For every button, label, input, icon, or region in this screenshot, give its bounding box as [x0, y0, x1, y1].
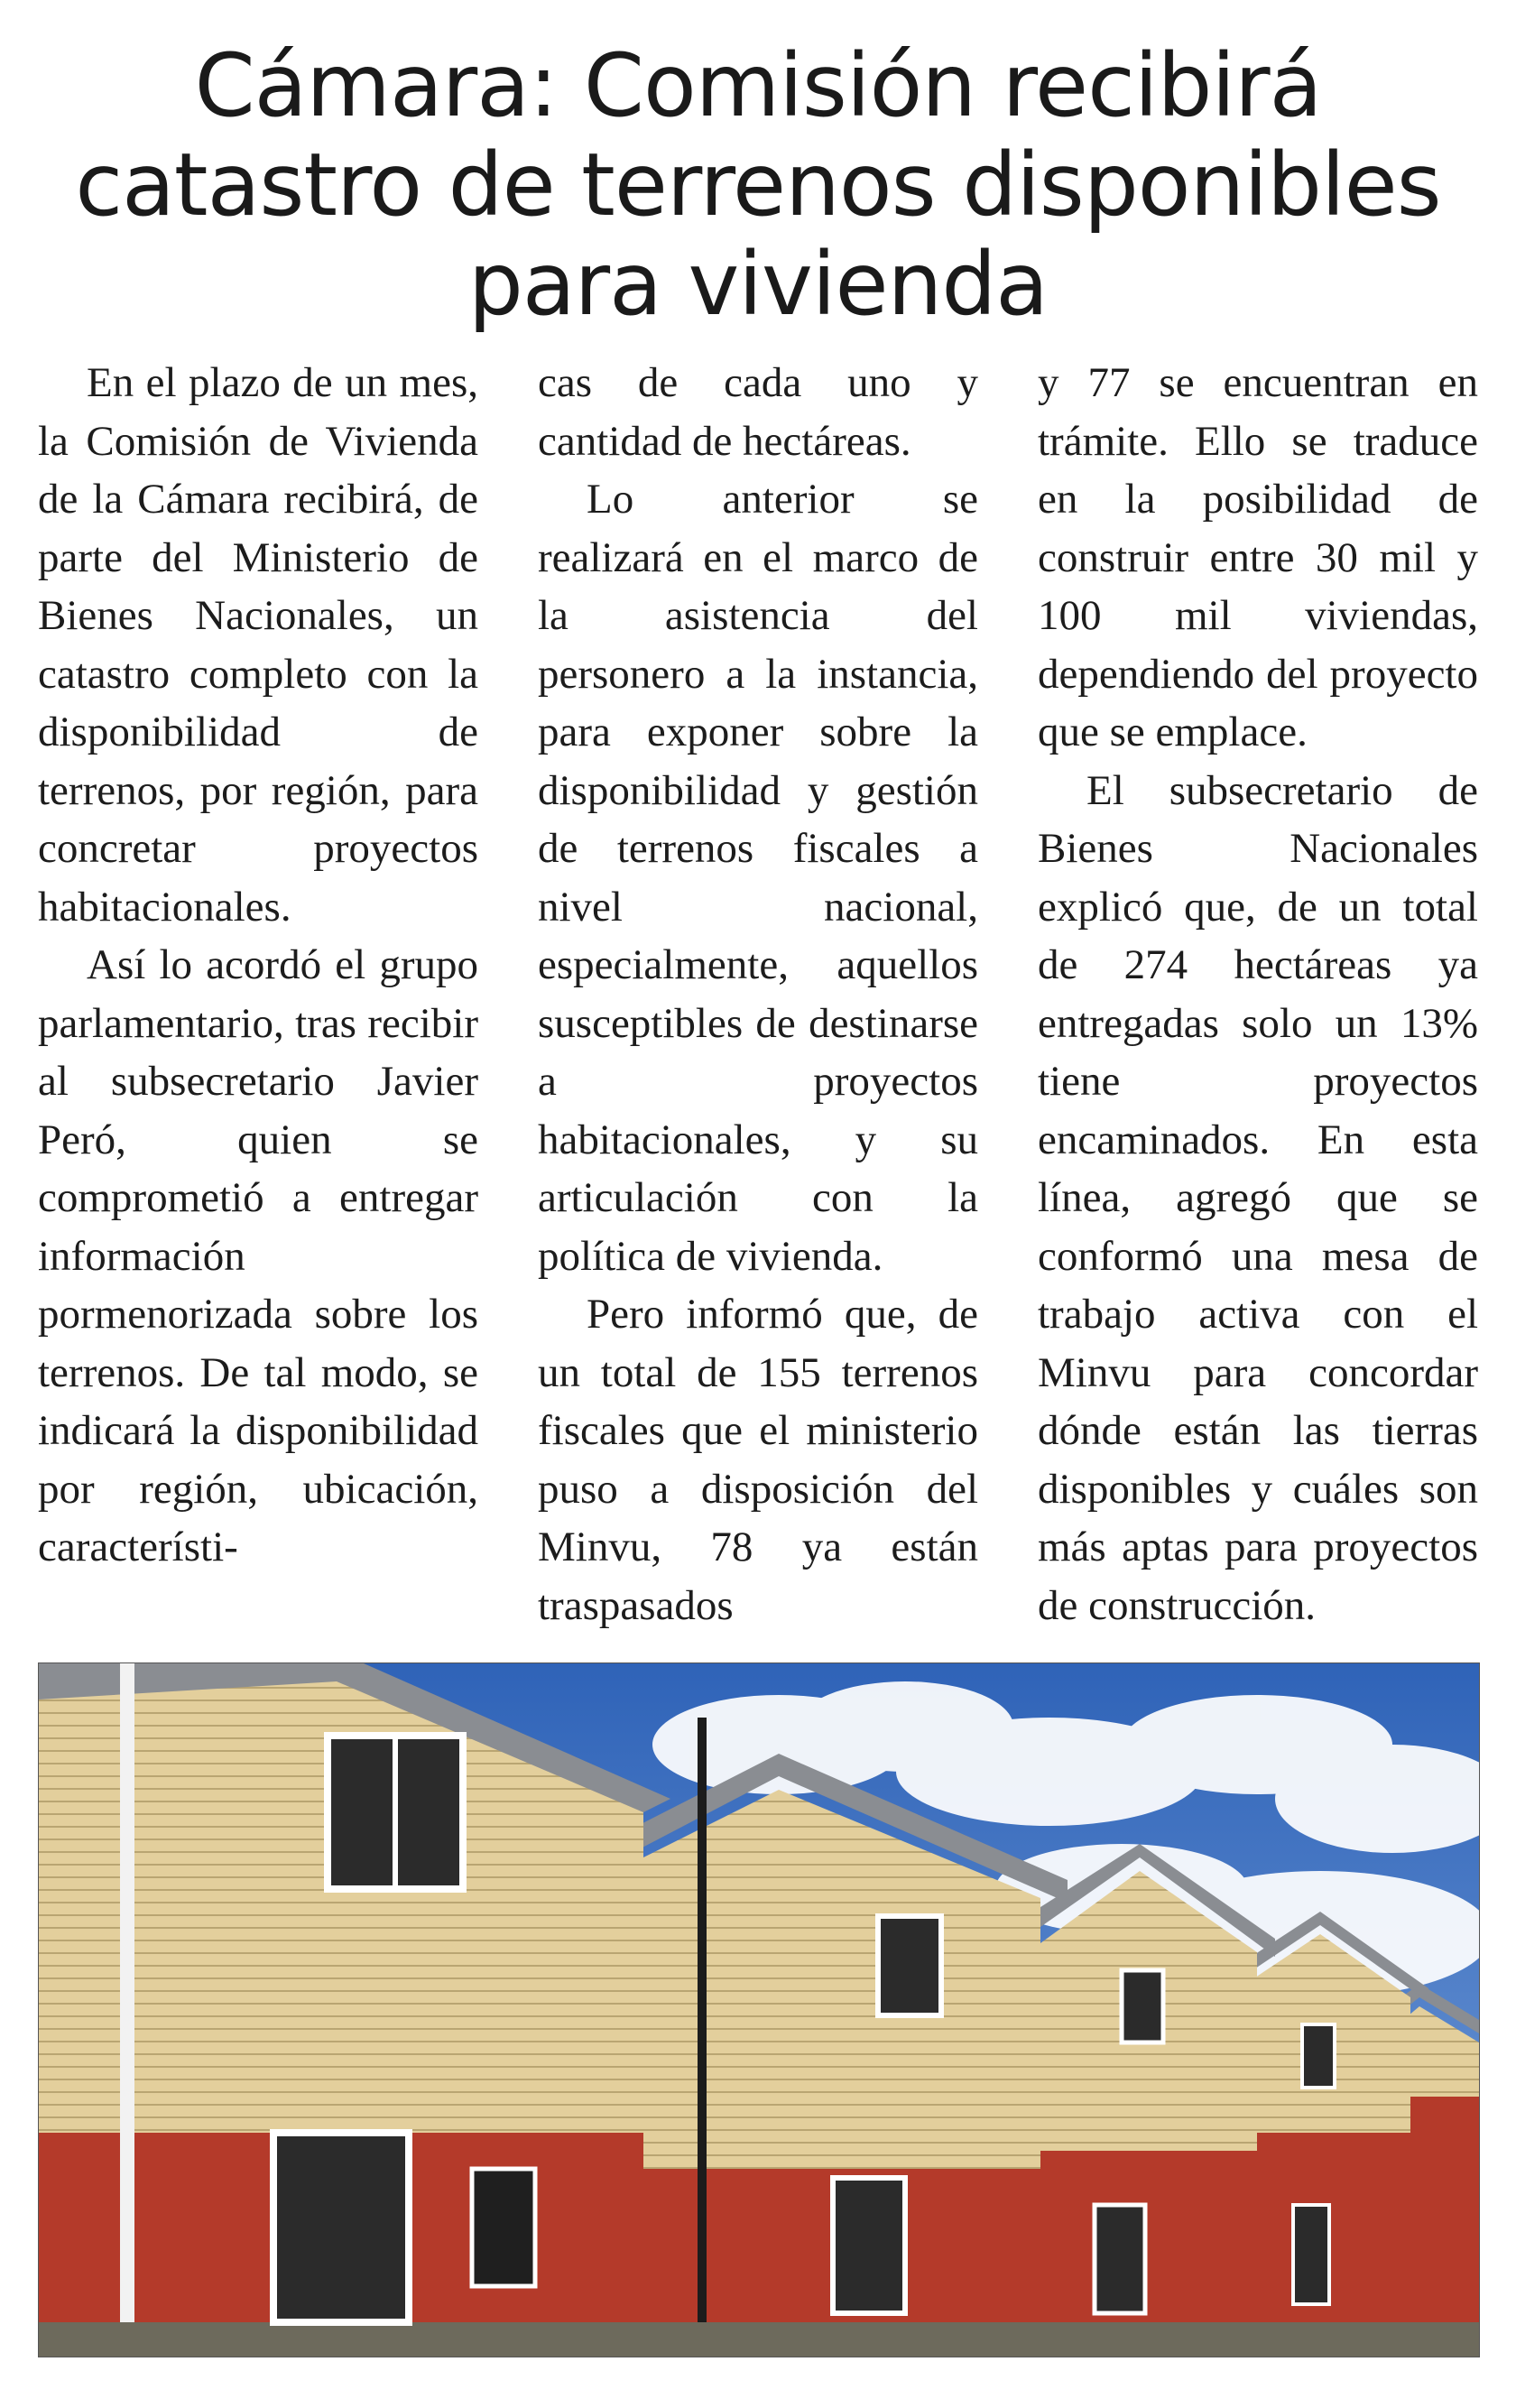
headline-line: para vivienda: [467, 234, 1049, 335]
utility-pole: [698, 1718, 707, 2322]
paragraph: En el plazo de un mes, la Comisión de Vivienda de la Cámara recibirá, de parte del Ministerio de Bienes Nacionales, un catastro completo con la disponibilidad de terrenos, por región, para concretar proyectos habitacionales.: [38, 359, 478, 931]
paragraph: Así lo acordó el grupo parlamentario, tras recibir al subsecretario Javier Peró, quien se comprometió a entregar información pormenorizada sobre los terrenos. De tal modo, se indicará la disponibilidad por región, ubicación, característi-: [38, 941, 478, 1570]
text-column-1: [38, 354, 478, 1635]
paragraph: cas de cada uno y cantidad de hectáreas.: [538, 359, 978, 465]
article-body: [38, 354, 1478, 1635]
text-column-2: [538, 354, 978, 1635]
headline: [54, 36, 1462, 334]
paragraph: y 77 se encuentran en trámite. Ello se traduce en la posibilidad de construir entre 30 mil y 100 mil viviendas, dependiendo del proyecto que se emplace.: [1038, 359, 1478, 755]
ground: [39, 2322, 1479, 2357]
text-column-3: [1038, 354, 1478, 1635]
house: [39, 1663, 670, 2322]
paragraph: El subsecretario de Bienes Nacionales explicó que, de un total de 274 hectáreas ya entregadas solo un 13% tiene proyectos encaminados. En esta línea, agregó que se conformó una mesa de trabajo activa con el Minvu para concordar dónde están las tierras disponibles y cuáles son más aptas para proyectos de construcción.: [1038, 766, 1478, 1629]
houses-illustration: [39, 1663, 1479, 2357]
headline-line: catastro de terrenos disponibles: [75, 134, 1441, 236]
houses-photo: [38, 1662, 1480, 2357]
paragraph: Lo anterior se realizará en el marco de la asistencia del personero a la instancia, para exponer sobre la disponibilidad y gestión de terrenos fiscales a nivel nacional, especialmente, aquellos susceptibles de destinarse a proyectos habitacionales, y su articulación con la política de vivienda.: [538, 476, 978, 1280]
paragraph: Pero informó que, de un total de 155 terrenos fiscales que el ministerio puso a disposición del Minvu, 78 ya están traspasados: [538, 1291, 978, 1629]
headline-line: Cámara: Comisión recibirá: [194, 35, 1322, 136]
